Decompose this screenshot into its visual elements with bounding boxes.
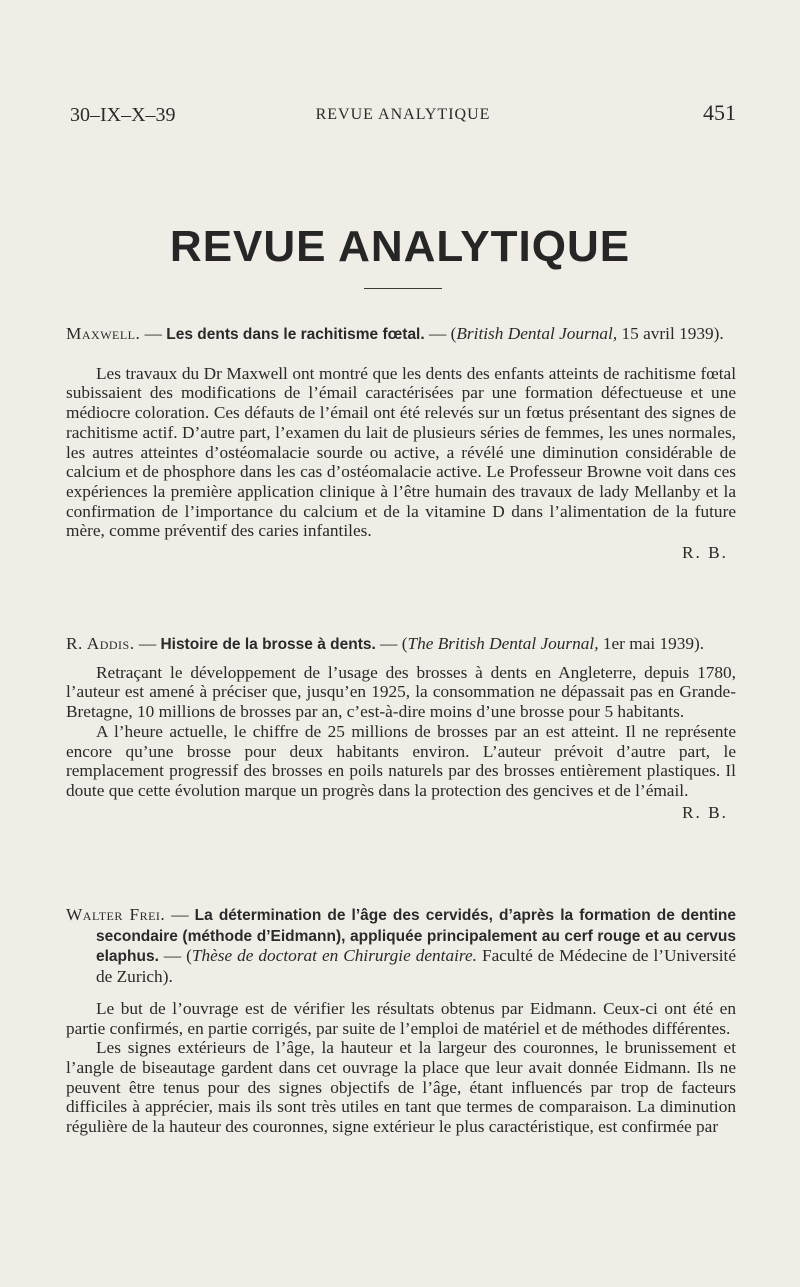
article-paragraph: A l’heure actuelle, le chiffre de 25 millions de brosses par an est atteint. Il ne représente encore qu’une brosse pour deux habitants environ. L’auteur prévoit d’autre part, le remplacement progressif des brosses en poils naturels par des brosses entièrement plastiques. Il doute que cette évolution marque un progrès dans la protection des gencives et de l’émail.: [66, 721, 736, 800]
article-paragraph: Les signes extérieurs de l’âge, la hauteur et la largeur des couronnes, le brunissement et l’angle de biseautage gardent dans cet ouvrage la place que leur avait donnée Eidmann. Ils ne peuvent être tenus pour des signes objectifs de l’âge, étant influencés par trop de facteurs difficiles à apprécier, mais ils sont très utiles en tant que termes de comparaison. La diminution régulière de la hauteur des couronnes, signe extérieur le plus caractéristique, est confirmée par: [66, 1038, 736, 1137]
article-author: Maxwell.: [66, 324, 141, 343]
running-title: REVUE ANALYTIQUE: [315, 106, 491, 123]
article-source: British Dental Journal,: [456, 324, 618, 343]
article-header: Walter Frei. — La détermination de l’âge des cervidés, d’après la formation de dentine secondaire (méthode d’Eidmann), appliquée principalement au cerf rouge et au cervus elaphus. — (Thèse de doctorat en Chirurgie dentaire. Faculté de Médecine de l’Université de Zurich).: [66, 905, 737, 987]
article-body: [66, 663, 736, 801]
title-rule: [364, 288, 442, 289]
article-date: 15 avril 1939).: [617, 324, 724, 343]
article-paragraph: Retraçant le développement de l’usage des brosses à dents en Angleterre, depuis 1780, l’auteur est amené à préciser que, jusqu’en 1925, la consommation ne dépassait pas en Grande-Bretagne, 10 millions de brosses par an, c’est-à-dire moins d’une brosse pour 5 habitants.: [66, 662, 736, 722]
issue-date: 30–IX–X–39: [70, 104, 176, 126]
section-title: REVUE ANALYTIQUE: [169, 222, 631, 271]
article-date: Faculté de Médecine de l’Université de Zurich).: [96, 946, 736, 987]
article-signature: R. B.: [681, 802, 728, 822]
article-date: 1er mai 1939).: [598, 634, 705, 653]
article-frei: [66, 905, 736, 1137]
page-number: 451: [703, 100, 736, 125]
article-author: R. Addis.: [66, 634, 135, 653]
article-signature: R. B.: [681, 543, 728, 563]
article-author: Walter Frei.: [66, 905, 166, 924]
article-title: Les dents dans le rachitisme fœtal.: [166, 326, 425, 343]
running-head: [70, 100, 736, 130]
article-header: R. Addis. — Histoire de la brosse à dents. — (The British Dental Journal, 1er mai 1939).: [66, 634, 705, 653]
article-header: Maxwell. — Les dents dans le rachitisme fœtal. — (British Dental Journal, 15 avril 1939).: [66, 324, 724, 343]
article-addis: [66, 634, 736, 822]
article-paragraph: Les travaux du Dr Maxwell ont montré que les dents des enfants atteints de rachitisme fœtal subissaient des modifications de l’émail caractérisées par une formation défectueuse et une médiocre coloration. Ces défauts de l’émail ont été relevés sur un fœtus présentant des signes de rachitisme actif. D’autre part, l’examen du lait de plusieurs séries de femmes, les unes normales, les autres atteintes d’ostéomalacie sourde ou active, a révélé une diminution considérable de calcium et de phosphore dans les cas d’ostéomalacie active. Le Professeur Browne voit dans ces expériences la première application clinique à l’être humain des travaux de lady Mellanby et la confirmation de l’importance du calcium et de la vitamine D dans l’alimentation de la future mère, comme préventif des caries infantiles.: [66, 363, 736, 541]
article-source: The British Dental Journal,: [407, 634, 599, 653]
article-title: La détermination de l’âge des cervidés, d’après la formation de dentine secondaire (méthode d’Eidmann), appliquée principalement au cerf rouge et au cervus elaphus.: [96, 907, 737, 966]
article-title: Histoire de la brosse à dents.: [160, 636, 376, 653]
article-body: [66, 999, 736, 1137]
article-body: [66, 364, 736, 541]
article-paragraph: Le but de l’ouvrage est de vérifier les résultats obtenus par Eidmann. Ceux-ci ont été en partie confirmés, en partie corrigés, par suite de l’emploi de matériel et de méthodes différentes.: [66, 998, 736, 1038]
article-maxwell: [66, 324, 736, 563]
article-source: Thèse de doctorat en Chirurgie dentaire.: [191, 946, 477, 966]
